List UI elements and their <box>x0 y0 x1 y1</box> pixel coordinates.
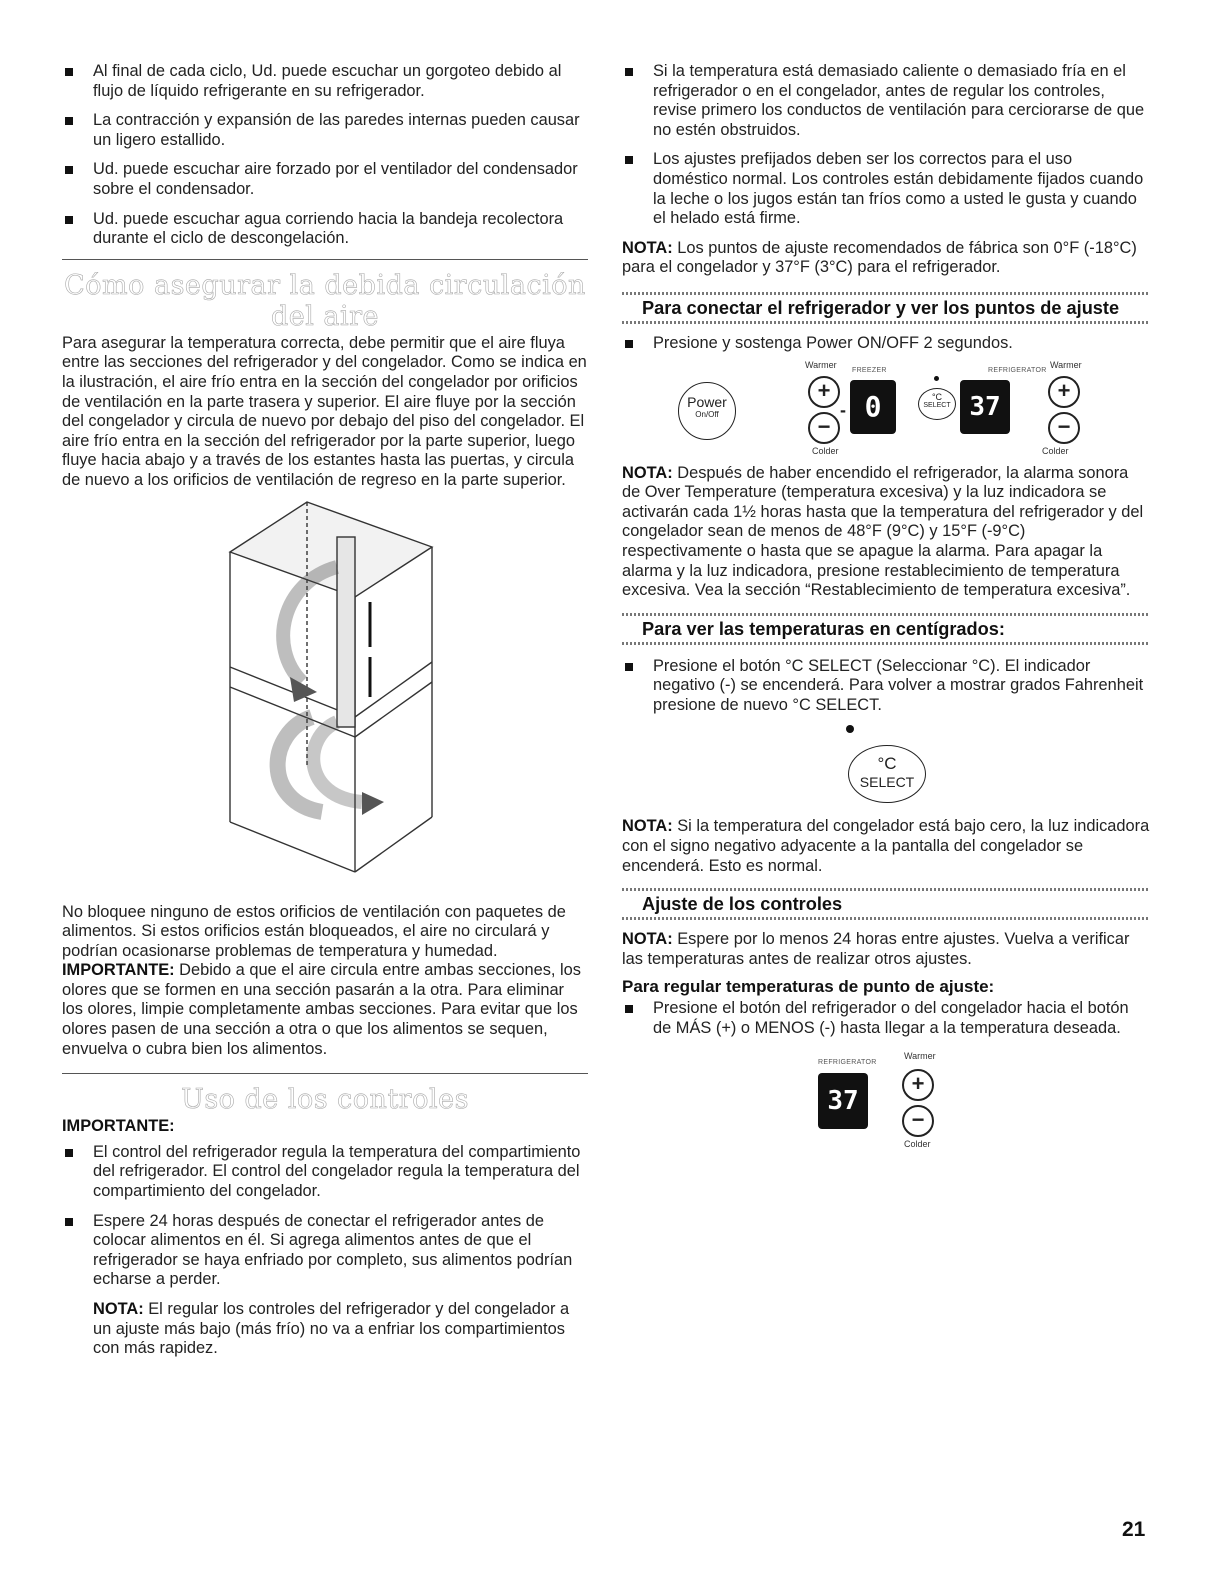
list-item: Los ajustes prefijados deben ser los correctos para el uso doméstico normal. Los controles están debidamente fijados cuando la leche o los jugos están tan fríos como a usted le gusta y cuando el helado está firme. <box>622 150 1150 228</box>
warmer-label-fridge: Warmer <box>1050 359 1082 370</box>
freezer-label: FREEZER <box>852 366 887 374</box>
nota-text: El regular los controles del refrigerador y del congelador a un ajuste más bajo (más frío) no va a enfriar los compartimientos con más rapidez. <box>93 1300 570 1358</box>
list-item: El control del refrigerador regula la temperatura del compartimiento del refrigerador. El control del congelador regula la temperatura del compartimiento del congelador. <box>62 1143 588 1202</box>
list-item: Al final de cada ciclo, Ud. puede escuchar un gorgoteo debido al flujo de líquido refrigerante en su refrigerador. <box>62 62 588 101</box>
subheading-adjust: Ajuste de los controles <box>642 894 843 915</box>
refrigerator-airflow-diagram <box>62 497 588 897</box>
divider <box>62 1073 588 1074</box>
indicator-dot <box>846 725 854 733</box>
c-select-large-button[interactable] <box>848 745 926 803</box>
warmer-label: Warmer <box>904 1050 936 1061</box>
nota-label: NOTA: <box>93 1300 144 1318</box>
colder-label: Colder <box>904 1138 931 1149</box>
nota2-text: Después de haber encendido el refrigerador, la alarma sonora de Over Temperature (temperatura excesiva) y la luz indicadora se activarán cada 1½ horas hasta que la temperatura del refrigerador y del congelador sean de menos de 48°F (9°C) y 15°F (-9°C) respectivamente o hasta que se apague la alarma. Para apagar la alarma y la luz indicadora, presione restablecimiento de temperatura excesiva. Vea la sección “Restablecimiento de temperatura excesiva”. <box>622 463 1144 600</box>
warmer-label-freezer: Warmer <box>805 359 837 370</box>
subheading-celsius: Para ver las temperaturas en centígrados: <box>642 618 1005 639</box>
nota4-text: Espere por lo menos 24 horas entre ajustes. Vuelva a verificar las temperaturas antes de realizar otros ajustes. <box>622 930 1130 968</box>
list-item: Ud. puede escuchar agua corriendo hacia la bandeja recolectora durante el ciclo de descongelación. <box>62 210 588 249</box>
fridge-control-illustration <box>622 1049 1150 1149</box>
dotted-rule <box>622 321 1150 324</box>
connect-list <box>622 334 1150 354</box>
indicator-dot <box>934 376 939 381</box>
fridge-display: 37 <box>818 1073 868 1129</box>
fridge-display: 37 <box>960 380 1010 434</box>
tips-list <box>622 62 1150 229</box>
list-item: La contracción y expansión de las paredes internas pueden causar un ligero estallido. <box>62 111 588 150</box>
important-text: Debido a que el aire circula entre ambas secciones, los olores que se formen en una sección pasarán a la otra. Para eliminar los olores, limpie completamente ambas secciones. Para evitar que los olores pasen de una sección a otra o que los alimentos se sequen, envuelva o cubra bien los alimentos. <box>62 961 581 1058</box>
dotted-rule <box>622 642 1150 645</box>
c-select-illustration <box>622 725 1150 817</box>
important-label: IMPORTANTE: <box>62 961 175 980</box>
important2-paragraph <box>62 1117 588 1137</box>
subheading-connect: Para conectar el refrigerador y ver los puntos de ajuste <box>642 297 1120 318</box>
list-item: Presione y sostenga Power ON/OFF 2 segundos. <box>622 334 1150 354</box>
negative-indicator: - <box>840 399 846 420</box>
air-paragraph: Para asegurar la temperatura correcta, debe permitir que el aire fluya entre las secciones del refrigerador y del congelador. Como se indica en la ilustración, el aire frío entra en la sección del congelador por orificios de ventilación en la parte trasera y superior. El aire fluye por la sección del congelador y circula de nuevo por debajo del piso del congelador. El aire frío entra en la sección del refrigerador por la parte superior, luego fluye hacia abajo y a través de los estantes hasta las puertas, y circula de nuevo a los orificios de ventilación de regreso en la parte superior. <box>62 333 587 489</box>
fridge-warmer-button[interactable]: + <box>1048 376 1080 408</box>
nota2-paragraph <box>622 464 1150 601</box>
list-item: Presione el botón del refrigerador o del congelador hacia el botón de MÁS (+) o MENOS (-) hasta llegar a la temperatura deseada. <box>622 999 1150 1038</box>
list-item: Presione el botón °C SELECT (Seleccionar °C). El indicador negativo (-) se encenderá. Para volver a mostrar grados Fahrenheit presione de nuevo °C SELECT. <box>622 657 1150 716</box>
nota3-label: NOTA: <box>622 817 673 836</box>
colder-button[interactable]: − <box>902 1105 934 1137</box>
fridge-colder-button[interactable]: − <box>1048 412 1080 444</box>
list-item: Ud. puede escuchar aire forzado por el ventilador del condensador sobre el condensador. <box>62 160 588 199</box>
control-panel <box>622 360 1150 460</box>
c-select-label: SELECT <box>923 401 951 409</box>
important-paragraph <box>62 961 588 1059</box>
nota1-label: NOTA: <box>622 238 673 257</box>
section-heading-air: Cómo asegurar la debida circulación del aire <box>64 269 586 332</box>
nota4-label: NOTA: <box>622 930 673 949</box>
list-item: Espere 24 horas después de conectar el refrigerador antes de colocar alimentos en él. Si agrega alimentos antes de que el refrigerador se haya enfriado por completo, sus alimentos podrían echarse a perder. <box>62 1212 588 1290</box>
c-select-large-label: SELECT <box>859 774 915 791</box>
setpoint-list <box>622 999 1150 1038</box>
dotted-rule <box>622 917 1150 920</box>
airflow-illustration <box>62 497 588 897</box>
nota1-text: Los puntos de ajuste recomendados de fábrica son 0°F (-18°C) para el congelador y 37°F (3°C) para el refrigerador. <box>622 238 1137 277</box>
nota3-paragraph <box>622 817 1150 876</box>
list-item: Si la temperatura está demasiado caliente o demasiado fría en el refrigerador o en el congelador, antes de regular los controles, revise primero los conductos de ventilación para cerciorarse de que no estén obstruidos. <box>622 62 1150 140</box>
refrigerator-label: REFRIGERATOR <box>988 366 1047 374</box>
nota1-paragraph <box>622 239 1150 278</box>
left-column <box>62 62 588 1359</box>
c-select-button[interactable] <box>918 388 956 420</box>
c-select-c: °C <box>931 391 943 402</box>
nota-paragraph <box>62 1300 588 1359</box>
section-heading-controls: Uso de los controles <box>181 1084 469 1116</box>
divider <box>62 259 588 260</box>
page-number: 21 <box>1122 1518 1146 1541</box>
right-column <box>622 62 1150 1149</box>
freezer-warmer-button[interactable]: + <box>808 376 840 408</box>
minor-heading-setpoint: Para regular temperaturas de punto de ajuste: <box>622 977 995 997</box>
noise-list <box>62 62 588 249</box>
onoff-label: On/Off <box>695 409 719 419</box>
freezer-colder-button[interactable]: − <box>808 412 840 444</box>
nota2-label: NOTA: <box>622 463 673 482</box>
important2-label: IMPORTANTE: <box>62 1117 175 1136</box>
celsius-list <box>622 657 1150 716</box>
refrigerator-label: REFRIGERATOR <box>818 1058 877 1066</box>
colder-label-freezer: Colder <box>812 445 839 456</box>
power-button[interactable] <box>678 382 736 440</box>
colder-label-fridge: Colder <box>1042 445 1069 456</box>
power-label: Power <box>687 393 727 410</box>
controls-list <box>62 1143 588 1290</box>
warmer-button[interactable]: + <box>902 1069 934 1101</box>
c-select-large-c: °C <box>877 754 897 774</box>
freezer-display: 0 <box>850 380 896 434</box>
vent-paragraph: No bloquee ninguno de estos orificios de ventilación con paquetes de alimentos. Si estos orificios están bloqueados, el aire no circulará y podrían ocasionarse problemas de temperatura y humedad. <box>62 902 566 960</box>
nota3-text: Si la temperatura del congelador está bajo cero, la luz indicadora con el signo negativo adyacente a la pantalla del congelador se encenderá. Esto es normal. <box>622 817 1150 875</box>
nota4-paragraph <box>622 930 1150 969</box>
